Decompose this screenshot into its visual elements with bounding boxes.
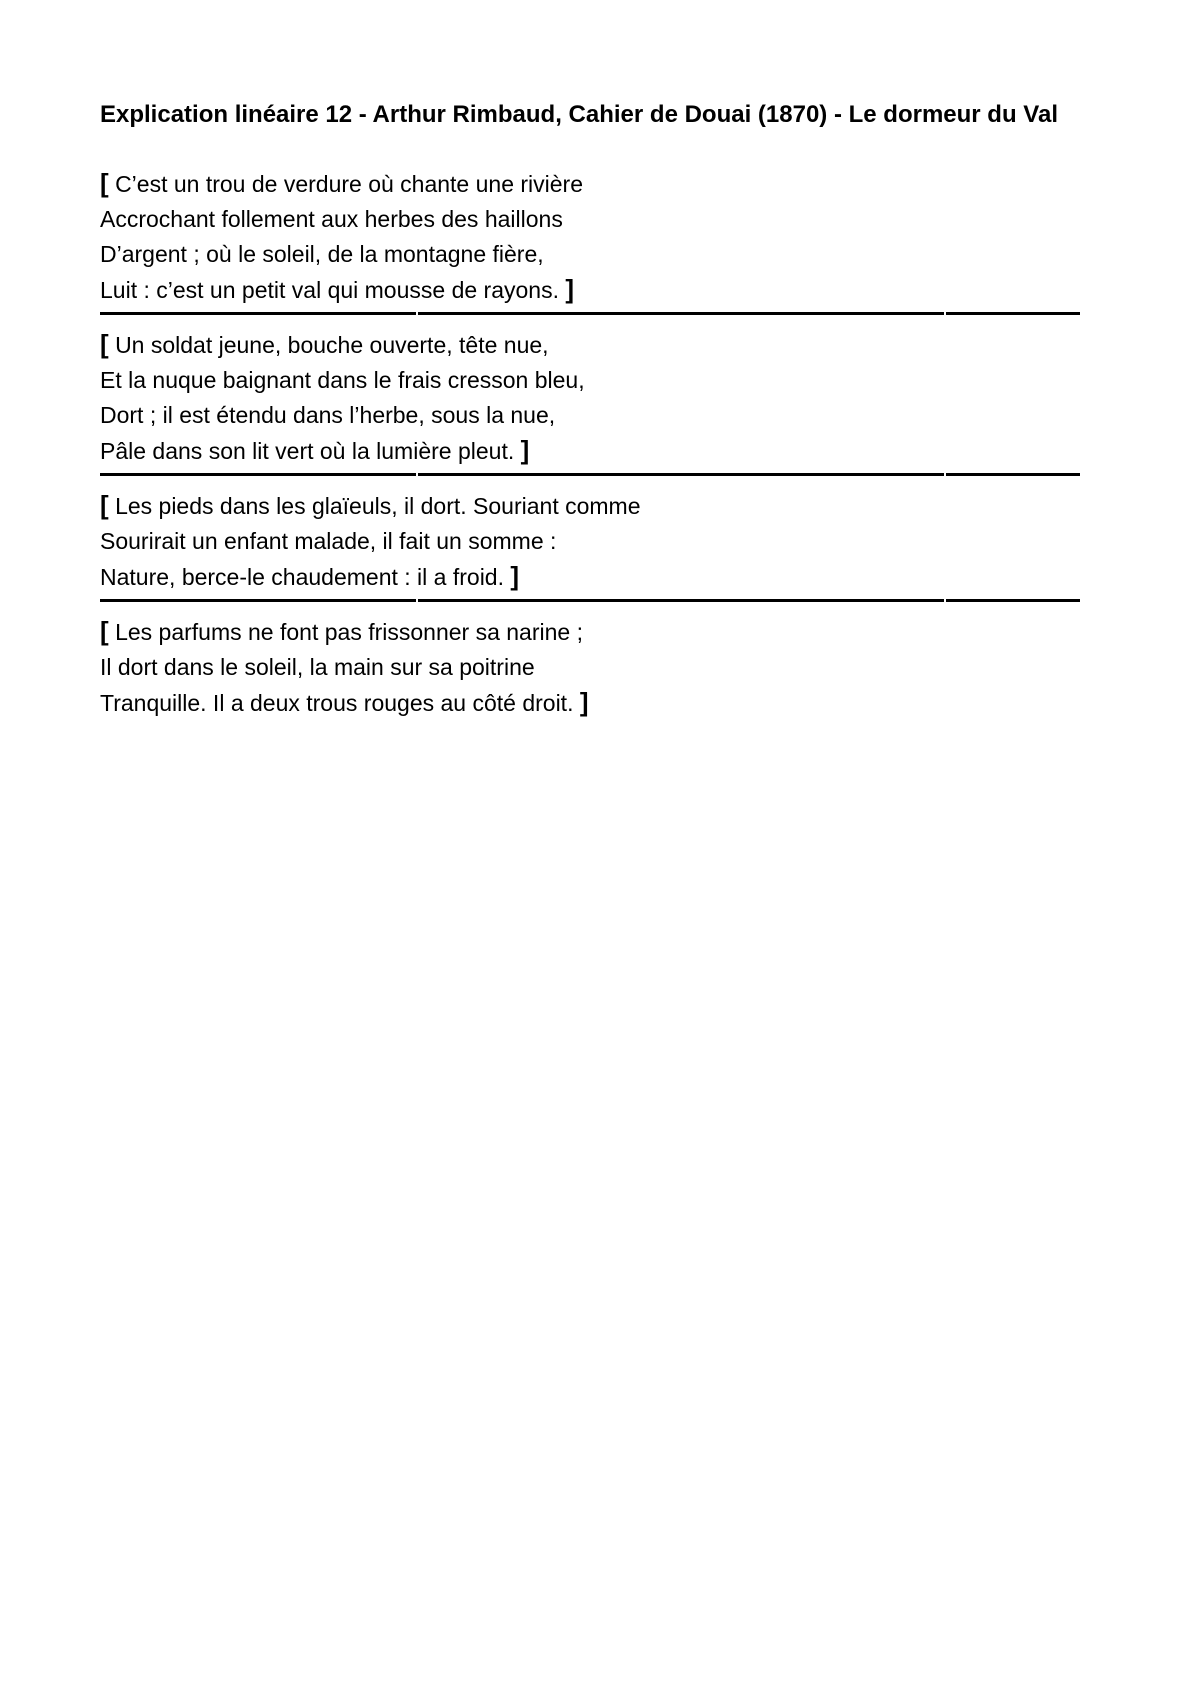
- close-bracket: ]: [510, 561, 520, 591]
- close-bracket: ]: [520, 435, 530, 465]
- separator-segment: [946, 473, 1080, 476]
- separator-segment: [946, 599, 1080, 602]
- separator-segment: [418, 599, 944, 602]
- stanza-2: [100, 327, 1080, 469]
- stanza-separator: [100, 312, 1080, 315]
- verse-line: [100, 433, 1080, 469]
- open-bracket: [: [100, 168, 109, 198]
- stanza-separator: [100, 473, 1080, 476]
- verse-text: Les pieds dans les glaïeuls, il dort. Souriant comme: [115, 493, 641, 519]
- verse-line: [100, 685, 1080, 721]
- verse-text: Luit : c’est un petit val qui mousse de rayons.: [100, 277, 559, 303]
- verse-line: Il dort dans le soleil, la main sur sa poitrine: [100, 654, 535, 680]
- verse-text: Pâle dans son lit vert où la lumière pleut.: [100, 438, 515, 464]
- close-bracket: ]: [565, 274, 575, 304]
- separator-segment: [100, 312, 416, 315]
- verse-text: Nature, berce-le chaudement : il a froid.: [100, 564, 504, 590]
- verse-text: Les parfums ne font pas frissonner sa narine ;: [115, 619, 583, 645]
- separator-segment: [946, 312, 1080, 315]
- verse-line: [100, 327, 1080, 363]
- stanza-1: [100, 166, 1080, 308]
- verse-text: Un soldat jeune, bouche ouverte, tête nue,: [115, 332, 549, 358]
- stanza-separator: [100, 599, 1080, 602]
- verse-line: [100, 488, 1080, 524]
- verse-line: D’argent ; où le soleil, de la montagne fière,: [100, 241, 544, 267]
- verse-line: [100, 272, 1080, 308]
- verse-text: C’est un trou de verdure où chante une rivière: [115, 171, 584, 197]
- separator-segment: [100, 473, 416, 476]
- separator-segment: [418, 473, 944, 476]
- open-bracket: [: [100, 616, 109, 646]
- separator-segment: [418, 312, 944, 315]
- stanza-3: [100, 488, 1080, 595]
- close-bracket: ]: [579, 687, 589, 717]
- verse-line: Sourirait un enfant malade, il fait un somme :: [100, 528, 557, 554]
- document-title: Explication linéaire 12 - Arthur Rimbaud, Cahier de Douai (1870) - Le dormeur du Val: [100, 101, 1058, 128]
- separator-segment: [100, 599, 416, 602]
- verse-line: Et la nuque baignant dans le frais cresson bleu,: [100, 367, 585, 393]
- document-page: [100, 96, 1080, 721]
- verse-line: Accrochant follement aux herbes des haillons: [100, 206, 563, 232]
- verse-line: [100, 166, 1080, 202]
- verse-text: Tranquille. Il a deux trous rouges au côté droit.: [100, 690, 574, 716]
- verse-line: [100, 559, 1080, 595]
- verse-line: Dort ; il est étendu dans l’herbe, sous la nue,: [100, 402, 556, 428]
- open-bracket: [: [100, 490, 109, 520]
- open-bracket: [: [100, 329, 109, 359]
- stanza-4: [100, 614, 1080, 721]
- verse-line: [100, 614, 1080, 650]
